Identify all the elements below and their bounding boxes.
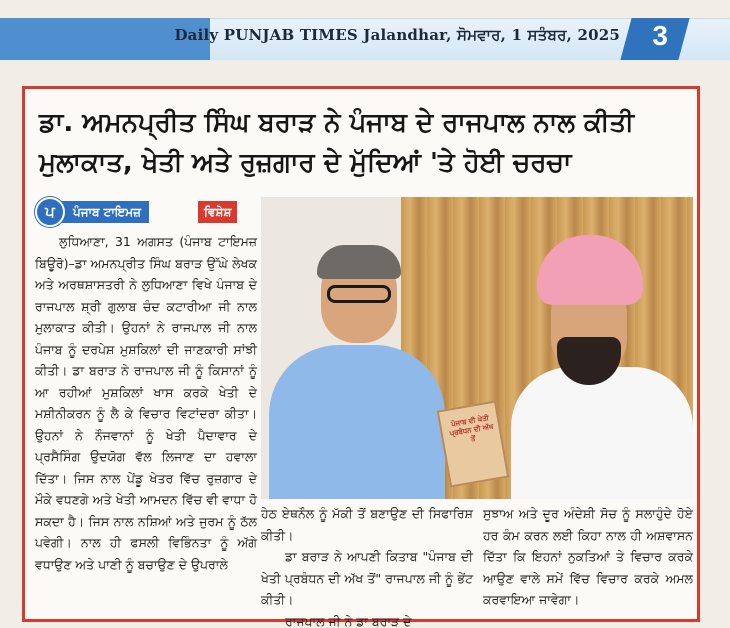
article-column-middle	[261, 503, 473, 628]
masthead-dateline: Daily PUNJAB TIMES Jalandhar, ਸੋਮਵਾਰ, 1 ਸਤੰਬਰ, 2025	[174, 26, 620, 44]
page-number: 3	[652, 20, 668, 51]
article-body-mid-2: ਡਾ ਬਰਾੜ ਨੇ ਆਪਣੀ ਕਿਤਾਬ "ਪੰਜਾਬ ਦੀ ਖੇਤੀ ਪ੍ਰਬੰਧਨ ਦੀ ਅੱਖ ਤੋਂ" ਰਾਜਪਾਲ ਜੀ ਨੂੰ ਭੇਂਟ ਕੀਤੀ।	[261, 549, 473, 607]
glasses-icon	[327, 285, 391, 303]
person-left-hair	[317, 245, 401, 279]
person-left	[269, 345, 445, 499]
newspaper-logo-icon	[35, 197, 65, 227]
person-right	[511, 367, 693, 499]
book-cover-title: ਪੰਜਾਬ ਦੀ ਖੇਤੀ ਪ੍ਰਬੰਧਨ ਦੀ ਅੱਖ ਤੋਂ	[449, 413, 494, 444]
article-column-left	[35, 231, 257, 575]
logo-glyph: ਪ	[45, 203, 55, 221]
article-body-mid-1: ਹੇਠ ਏਥਨੌਲ ਨੂੰ ਮੱਕੀ ਤੋਂ ਬਣਾਉਣ ਦੀ ਸਿਫਾਰਿਸ਼ ਕੀਤੀ।	[261, 506, 473, 543]
article-body-mid-3: ਰਾਜਪਾਲ ਜੀ ਨੇ ਡਾ ਬਰਾੜ ਦੇ	[285, 613, 412, 628]
article-body-left: ਲੁਧਿਆਣਾ, 31 ਅਗਸਤ (ਪੰਜਾਬ ਟਾਇਮਜ਼ ਬਿਊਰੋ)–ਡਾ ਅਮਨਪ੍ਰੀਤ ਸਿੰਘ ਬਰਾੜ ਉੱਘੇ ਲੇਖਕ ਅਤੇ ਅਰਥਸ਼ਾਸਤਰੀ ਨੇ ਲੁਧਿਆਣਾ ਵਿਖੇ ਪੰਜਾਬ ਦੇ ਰਾਜਪਾਲ ਸ਼੍ਰੀ ਗੁਲਾਬ ਚੰਦ ਕਟਾਰੀਆ ਜੀ ਨਾਲ ਮੁਲਾਕਾਤ ਕੀਤੀ। ਉਹਨਾਂ ਨੇ ਰਾਜਪਾਲ ਜੀ ਨਾਲ ਪੰਜਾਬ ਨੂੰ ਦਰਪੇਸ਼ ਮੁਸ਼ਕਿਲਾਂ ਦੀ ਜਾਣਕਾਰੀ ਸਾਂਝੀ ਕੀਤੀ। ਡਾ ਬਰਾੜ ਨੇ ਰਾਜਪਾਲ ਜੀ ਨੂੰ ਕਿਸਾਨਾਂ ਨੂੰ ਆ ਰਹੀਆਂ ਮੁਸ਼ਕਿਲਾਂ ਖਾਸ ਕਰਕੇ ਖੇਤੀ ਦੇ ਮਸ਼ੀਨੀਕਰਨ ਨੂੰ ਲੈ ਕੇ ਵਿਚਾਰ ਵਿਟਾਂਦਰਾ ਕੀਤਾ। ਉਹਨਾਂ ਨੇ ਨੌਜਵਾਨਾਂ ਨੂੰ ਖੇਤੀ ਪੈਦਾਵਾਰ ਦੇ ਪ੍ਰਸੈਸਿੰਗ ਉਦਯੋਗ ਵੱਲ ਲਿਜਾਣ ਦਾ ਹਵਾਲਾ ਦਿੱਤਾ। ਜਿਸ ਨਾਲ ਪੇਂਡੂ ਖੇਤਰ ਵਿੱਚ ਰੁਜ਼ਗਾਰ ਦੇ ਮੌਕੇ ਵਧਣਗੇ ਅਤੇ ਖੇਤੀ ਆਮਦਨ ਵਿੱਚ ਵੀ ਵਾਧਾ ਹੋ ਸਕਦਾ ਹੈ। ਜਿਸ ਨਾਲ ਨਸ਼ਿਆਂ ਅਤੇ ਜੁਰਮ ਨੂੰ ਠੱਲ ਪਵੇਗੀ। ਨਾਲ ਹੀ ਫਸਲੀ ਵਿਭਿੰਨਤਾ ਨੂੰ ਅੱਗੇ ਵਧਾਉਣ ਅਤੇ ਪਾਣੀ ਨੂੰ ਬਚਾਉਣ ਦੇ ਉਪਰਾਲੇ	[35, 234, 257, 572]
byline	[35, 199, 260, 225]
special-tag: ਵਿਸ਼ੇਸ਼	[198, 201, 237, 223]
article-body-right: ਸੁਝਾਅ ਅਤੇ ਦੂਰ ਅੰਦੇਸ਼ੀ ਸੋਚ ਨੂੰ ਸਲਾਹੁੰਦੇ ਹੋਏ ਹਰ ਕੰਮ ਕਰਨ ਲਈ ਕਿਹਾ ਨਾਲ ਹੀ ਅਸ਼ਵਾਸਨ ਦਿੱਤਾ ਕਿ ਇਹਨਾਂ ਨੁਕਤਿਆਂ ਤੇ ਵਿਚਾਰ ਕਰਕੇ ਆਉਣ ਵਾਲੇ ਸਮੇਂ ਵਿੱਚ ਵਿਚਾਰ ਕਰਕੇ ਅਮਲ ਕਰਵਾਇਆ ਜਾਵੇਗਾ।	[483, 506, 693, 607]
brand-tag: ਪੰਜਾਬ ਟਾਇਮਜ਼	[59, 201, 149, 223]
article-headline: ਡਾ. ਅਮਨਪ੍ਰੀਤ ਸਿੰਘ ਬਰਾੜ ਨੇ ਪੰਜਾਬ ਦੇ ਰਾਜਪਾਲ ਨਾਲ ਕੀਤੀ ਮੁਲਾਕਾਤ, ਖੇਤੀ ਅਤੇ ਰੁਜ਼ਗਾਰ ਦੇ ਮੁੱਦਿਆਂ 'ਤੇ ਹੋਈ ਚਰਚਾ	[39, 108, 635, 178]
article-frame	[22, 86, 700, 628]
article-column-right	[483, 503, 693, 611]
article-photo	[261, 197, 693, 499]
page-header	[0, 0, 730, 62]
